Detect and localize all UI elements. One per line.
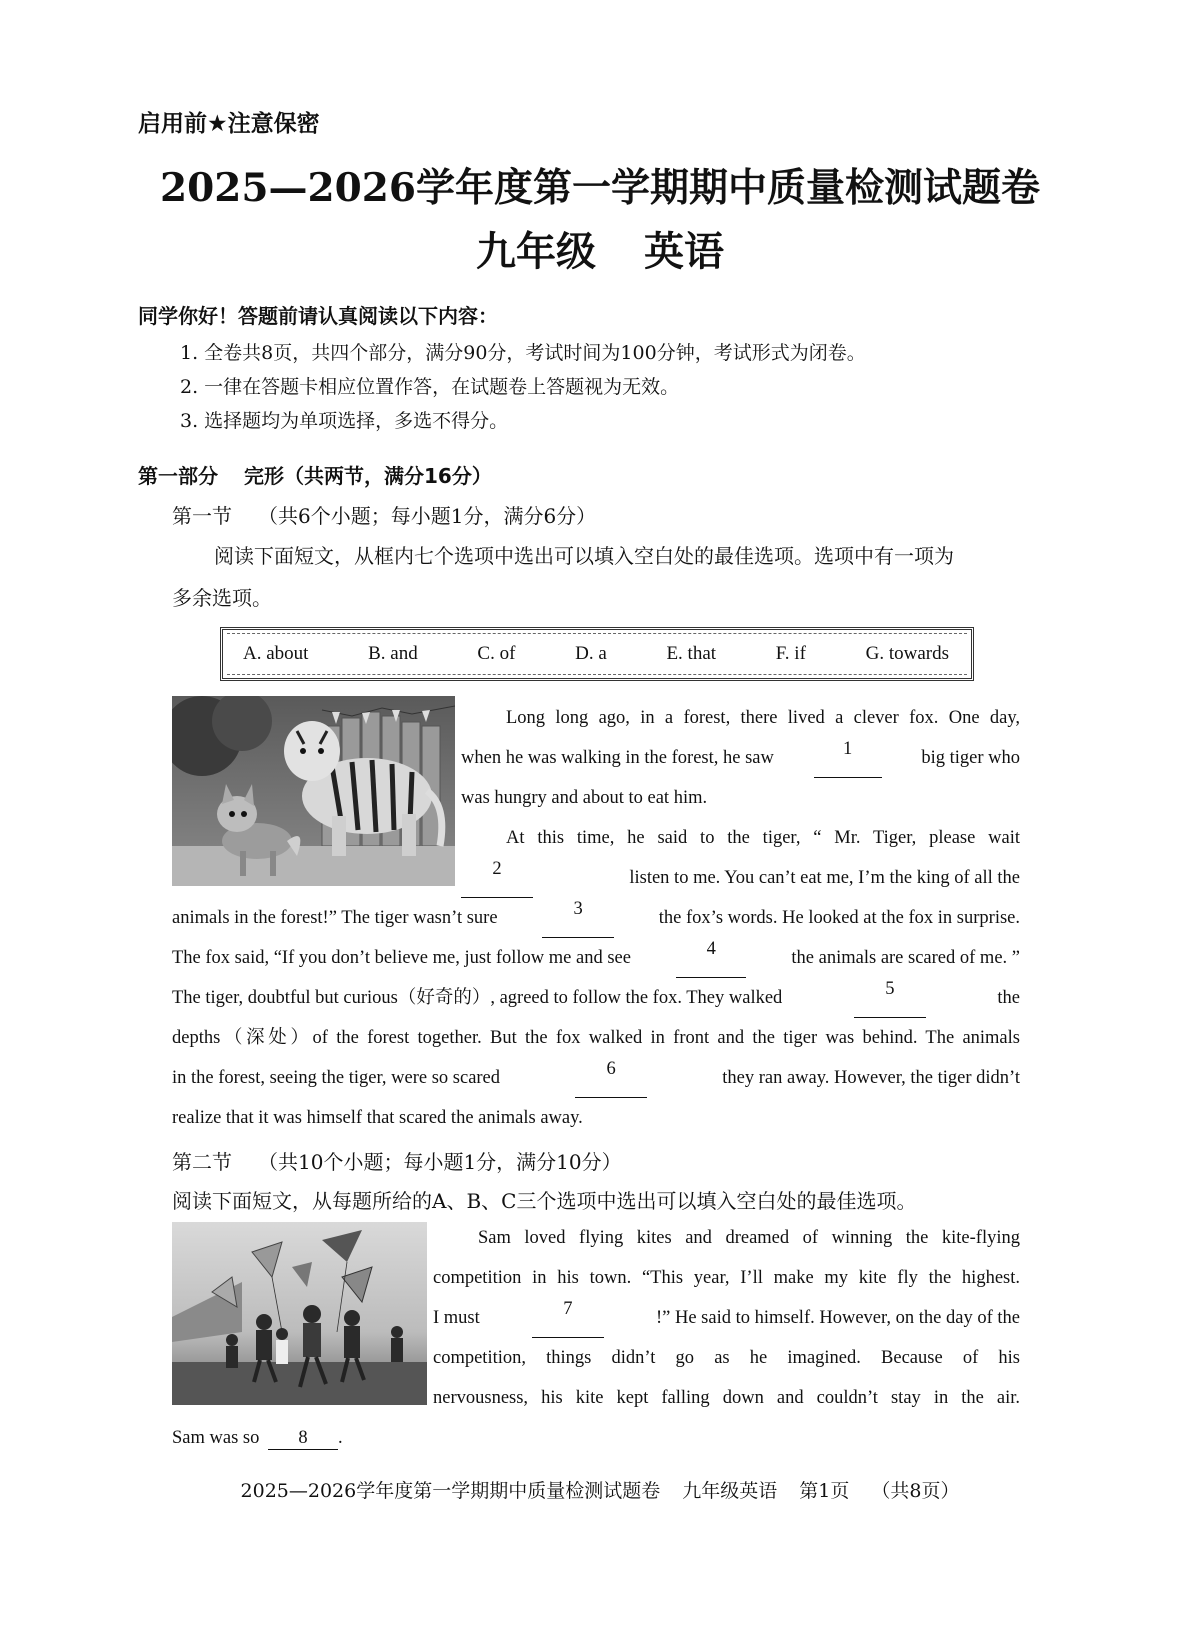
passage-text: !” He said to himself. However, on the day of the: [655, 1308, 1020, 1328]
exam-title: 2025—2026学年度第一学期期中质量检测试题卷: [159, 165, 1041, 211]
passage-line: realize that it was himself that scared the animals away.: [172, 1108, 583, 1128]
part1-title: 第一部分: [138, 464, 218, 488]
passage-line: depths（深处）of the forest together. But the fox walked in front and the tiger was behind. The animals: [172, 1028, 1020, 1048]
section1-desc: （共6个小题；每小题1分，满分6分）: [258, 504, 597, 528]
passage-text: animals in the forest!” The tiger wasn’t sure: [172, 908, 498, 928]
answer-blank-5: 5: [854, 978, 926, 1018]
passage-text: The tiger, doubtful but curious（好奇的）, agreed to follow the fox. They walked: [172, 988, 783, 1008]
option-item: A. about: [243, 643, 309, 664]
answer-blank-3: 3: [542, 898, 614, 938]
passage-line: [461, 858, 1020, 898]
section2-desc: （共10个小题；每小题1分，满分10分）: [258, 1150, 622, 1174]
notice-greeting: 同学你好！答题前请认真阅读以下内容：: [138, 304, 498, 328]
passage-text: when he was walking in the forest, he saw: [461, 748, 774, 768]
answer-blank-6: 6: [575, 1058, 647, 1098]
option-item: F. if: [775, 643, 806, 664]
answer-blank-4: 4: [676, 938, 746, 978]
passage-line: [172, 1418, 343, 1458]
section1-heading: [172, 500, 596, 529]
passage-line: [433, 1298, 1020, 1338]
footer-total-pages: （共8页）: [871, 1480, 960, 1502]
option-item: G. towards: [865, 643, 949, 664]
option-item: B. and: [368, 643, 418, 664]
page-footer: [0, 1476, 1200, 1503]
passage-text: they ran away. However, the tiger didn’t: [722, 1068, 1020, 1088]
answer-blank-7: 7: [532, 1298, 604, 1338]
notice-rule: 3. 选择题均为单项选择，多选不得分。: [180, 410, 509, 432]
answer-blank-2: 2: [461, 858, 533, 898]
kite-flying-image: [172, 1222, 427, 1405]
passage-line: competition, things didn’t go as he imagined. Because of his: [433, 1348, 1020, 1368]
passage-text: .: [338, 1428, 343, 1448]
section2-instruction: 阅读下面短文，从每题所给的A、B、C三个选项中选出可以填入空白处的最佳选项。: [172, 1189, 917, 1213]
grade-label: 九年级: [476, 228, 596, 275]
passage-text: big tiger who: [921, 748, 1020, 768]
passage-text: the animals are scared of me. ”: [791, 948, 1020, 968]
passage-line: [172, 1058, 1020, 1098]
footer-title: 2025—2026学年度第一学期期中质量检测试题卷: [240, 1480, 661, 1502]
section2-heading: [172, 1146, 622, 1175]
notice-rule: 1. 全卷共8页，共四个部分，满分90分，考试时间为100分钟，考试形式为闭卷。: [180, 342, 866, 364]
passage-text: the: [997, 988, 1020, 1008]
passage-text: Sam was so: [172, 1428, 260, 1448]
passage-line: Sam loved flying kites and dreamed of winning the kite-flying: [478, 1228, 1020, 1248]
notice-rule: 2. 一律在答题卡相应位置作答，在试题卷上答题视为无效。: [180, 376, 680, 398]
section2-title: 第二节: [172, 1150, 232, 1174]
passage-text: in the forest, seeing the tiger, were so scared: [172, 1068, 501, 1088]
confidential-mark: 启用前★注意保密: [138, 111, 320, 137]
passage-line: [172, 978, 1020, 1018]
fox-tiger-image: [172, 696, 455, 886]
passage-text: the fox’s words. He looked at the fox in surprise.: [658, 908, 1020, 928]
section1-title: 第一节: [172, 504, 232, 528]
passage-line: competition in his town. “This year, I’ll make my kite fly the highest.: [433, 1268, 1020, 1288]
passage-line: [172, 938, 1020, 978]
passage-text: I must: [433, 1308, 480, 1328]
footer-page-number: 第1页: [799, 1480, 850, 1502]
passage-line: was hungry and about to eat him.: [461, 788, 708, 808]
passage-line: [461, 738, 1020, 778]
footer-grade-subject: 九年级英语: [682, 1480, 778, 1502]
answer-blank-1: 1: [814, 738, 882, 778]
answer-blank-8: 8: [268, 1427, 338, 1450]
exam-subtitle: [0, 220, 1200, 277]
options-box: [220, 627, 974, 681]
part1-heading: [138, 460, 492, 489]
passage-line: At this time, he said to the tiger, “ Mr. Tiger, please wait: [506, 828, 1020, 848]
part1-desc: 完形（共两节，满分16分）: [244, 464, 492, 488]
subject-label: 英语: [644, 228, 724, 275]
passage-text: The fox said, “If you don’t believe me, just follow me and see: [172, 948, 631, 968]
option-item: C. of: [477, 643, 516, 664]
passage-line: [172, 898, 1020, 938]
option-item: D. a: [575, 643, 607, 664]
option-item: E. that: [666, 643, 717, 664]
passage-line: nervousness, his kite kept falling down and couldn’t stay in the air.: [433, 1388, 1020, 1408]
section1-instruction: 阅读下面短文，从框内七个选项中选出可以填入空白处的最佳选项。选项中有一项为: [214, 544, 954, 568]
passage-text: listen to me. You can’t eat me, I’m the king of all the: [629, 868, 1020, 888]
section1-instruction-cont: 多余选项。: [172, 586, 272, 610]
passage-line: Long long ago, in a forest, there lived a clever fox. One day,: [506, 708, 1020, 728]
